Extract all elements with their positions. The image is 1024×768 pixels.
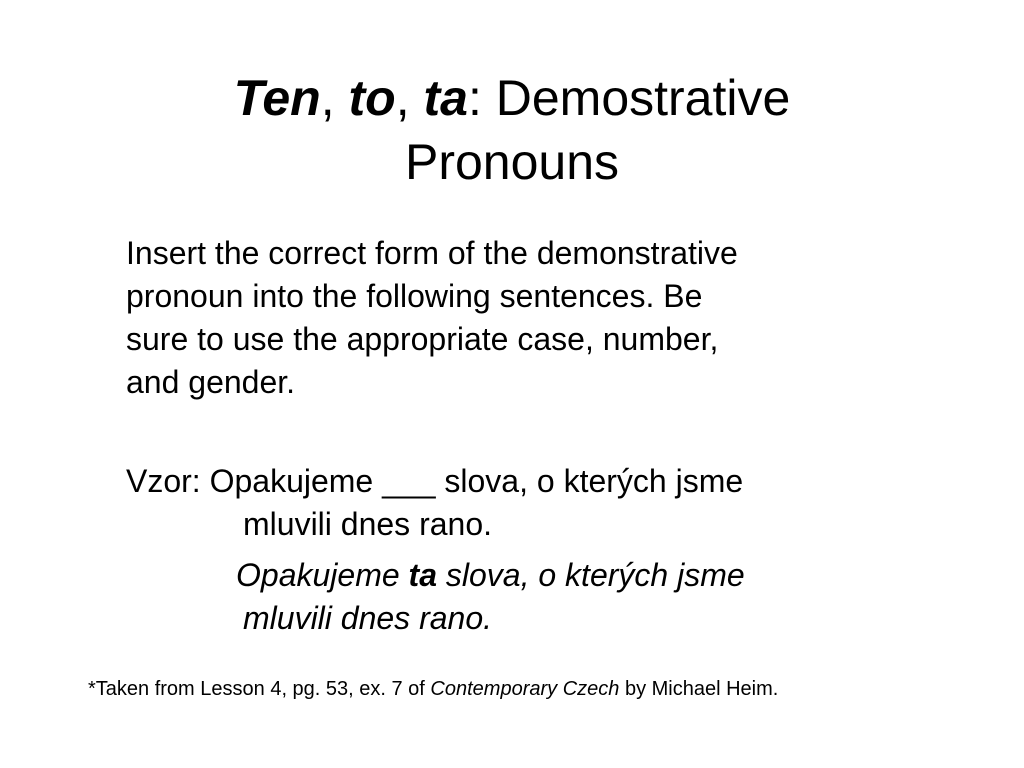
example-question-line-1: Vzor: Opakujeme ___ slova, o kterých jsme [126,463,744,499]
title-word-ten: Ten [233,70,321,126]
footnote-pre: *Taken from Lesson 4, pg. 53, ex. 7 of [88,678,431,700]
slide-title [0,66,1024,194]
example-answer [126,554,926,640]
example-answer-line-2: mluvili dnes rano. [243,600,492,636]
title-word-ta: ta [423,70,468,126]
example-question-line-2: mluvili dnes rano. [243,506,492,542]
title-separator-1: , [320,70,349,126]
footnote-book-title: Contemporary Czech [430,678,620,700]
title-line-1 [234,70,791,126]
example-question [126,460,926,546]
instructions-line-3: sure to use the appropriate case, number, [126,321,719,357]
example-answer-pre: Opakujeme [236,557,409,593]
example-answer-line-1 [126,554,926,597]
example-answer-bold: ta [408,557,437,593]
title-rest: : Demostrative [467,70,791,126]
instructions-paragraph [126,232,926,404]
footnote-post: by Michael Heim. [619,678,779,700]
footnote [88,676,778,702]
title-word-to: to [348,70,396,126]
instructions-line-2: pronoun into the following sentences. Be [126,278,703,314]
example-answer-post: slova, o kterých jsme [436,557,745,593]
instructions-line-1: Insert the correct form of the demonstrative [126,235,738,271]
title-line-2: Pronouns [404,134,620,190]
instructions-line-4: and gender. [126,364,296,400]
title-separator-2: , [395,70,424,126]
